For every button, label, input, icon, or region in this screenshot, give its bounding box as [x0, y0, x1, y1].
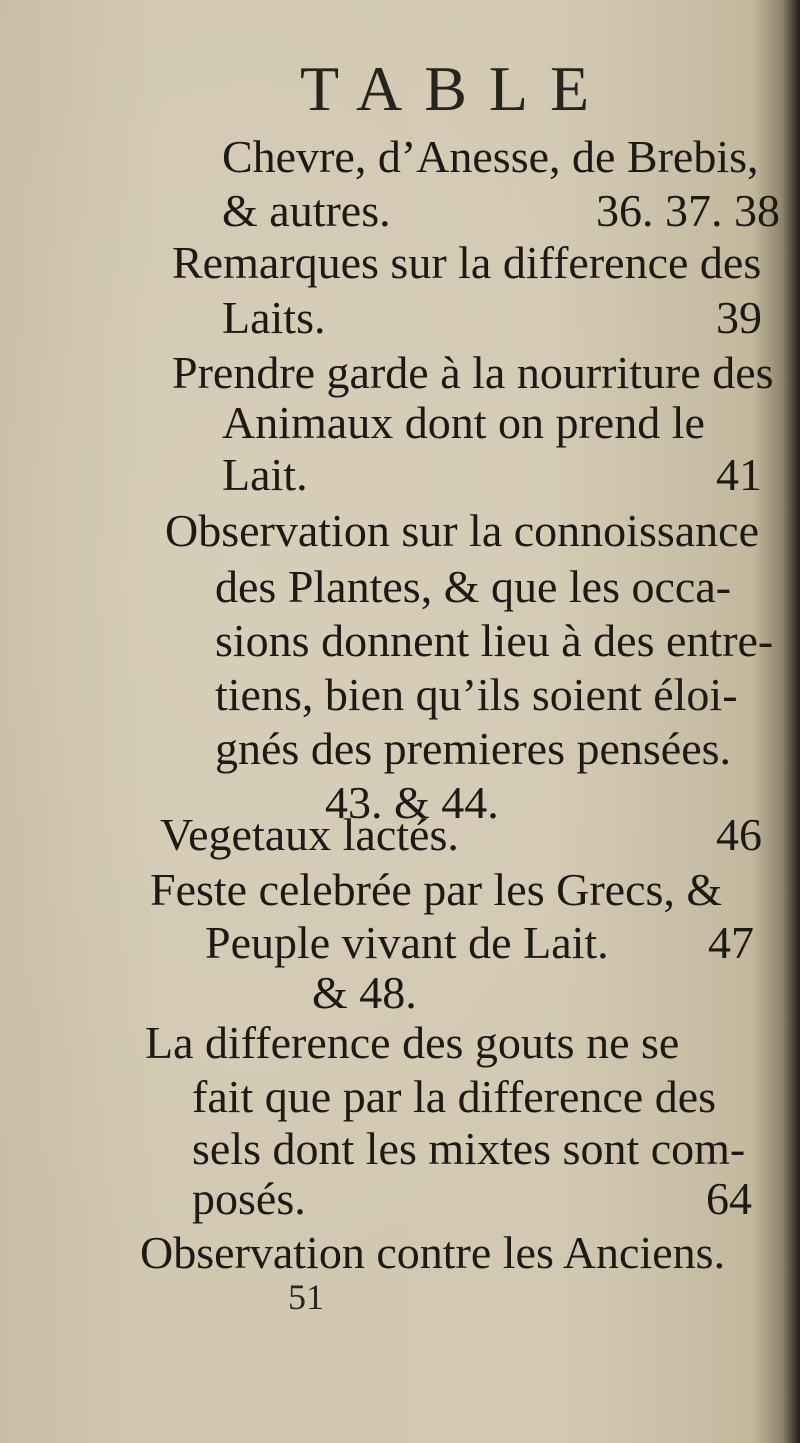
- entry-text: Chevre, d’Anesse, de Brebis,: [222, 131, 759, 182]
- entry-text: Animaux dont on prend le: [222, 397, 705, 448]
- entry-text: Remarques sur la difference des: [172, 237, 762, 288]
- page-number: 41: [716, 449, 762, 500]
- entry-text: des Plantes, & que les occa-: [215, 561, 732, 612]
- entry-text: La difference des gouts ne se: [145, 1017, 680, 1068]
- page-header: TABLE: [300, 53, 612, 124]
- catchword: 51: [288, 1277, 324, 1317]
- entry-text: Vegetaux lactés.: [160, 809, 459, 860]
- entry-text: Lait.: [222, 449, 308, 500]
- entry-text: Peuple vivant de Lait.: [205, 917, 609, 968]
- entry-text: posés.: [192, 1173, 306, 1224]
- entry-text: Observation contre les Anciens.: [140, 1227, 726, 1278]
- page-number: 64: [706, 1173, 752, 1224]
- entry-text: 43. & 44.: [325, 777, 499, 828]
- entry-text: Feste celebrée par les Grecs, &: [150, 864, 723, 915]
- page-number: 46: [716, 809, 762, 860]
- entry-text: gnés des premieres pensées.: [215, 723, 732, 774]
- page-number: 47: [708, 917, 754, 968]
- entry-text: Observation sur la connoissance: [165, 505, 760, 556]
- entry-text: Prendre garde à la nourriture des: [172, 347, 774, 398]
- entry-text: Laits.: [222, 292, 326, 343]
- page-number: 39: [716, 292, 762, 343]
- entry-text: & autres.: [222, 185, 391, 236]
- entry-text: sions donnent lieu à des entre-: [215, 615, 774, 666]
- page-number: 36. 37. 38: [596, 185, 780, 236]
- entry-text: sels dont les mixtes sont com-: [192, 1123, 746, 1174]
- index-line: [0, 1218, 770, 1288]
- entry-text: & 48.: [312, 967, 417, 1018]
- page-gutter-shadow: [782, 0, 800, 1443]
- entry-text: tiens, bien qu’ils soient éloi-: [215, 669, 738, 720]
- entry-text: fait que par la difference des: [192, 1071, 717, 1122]
